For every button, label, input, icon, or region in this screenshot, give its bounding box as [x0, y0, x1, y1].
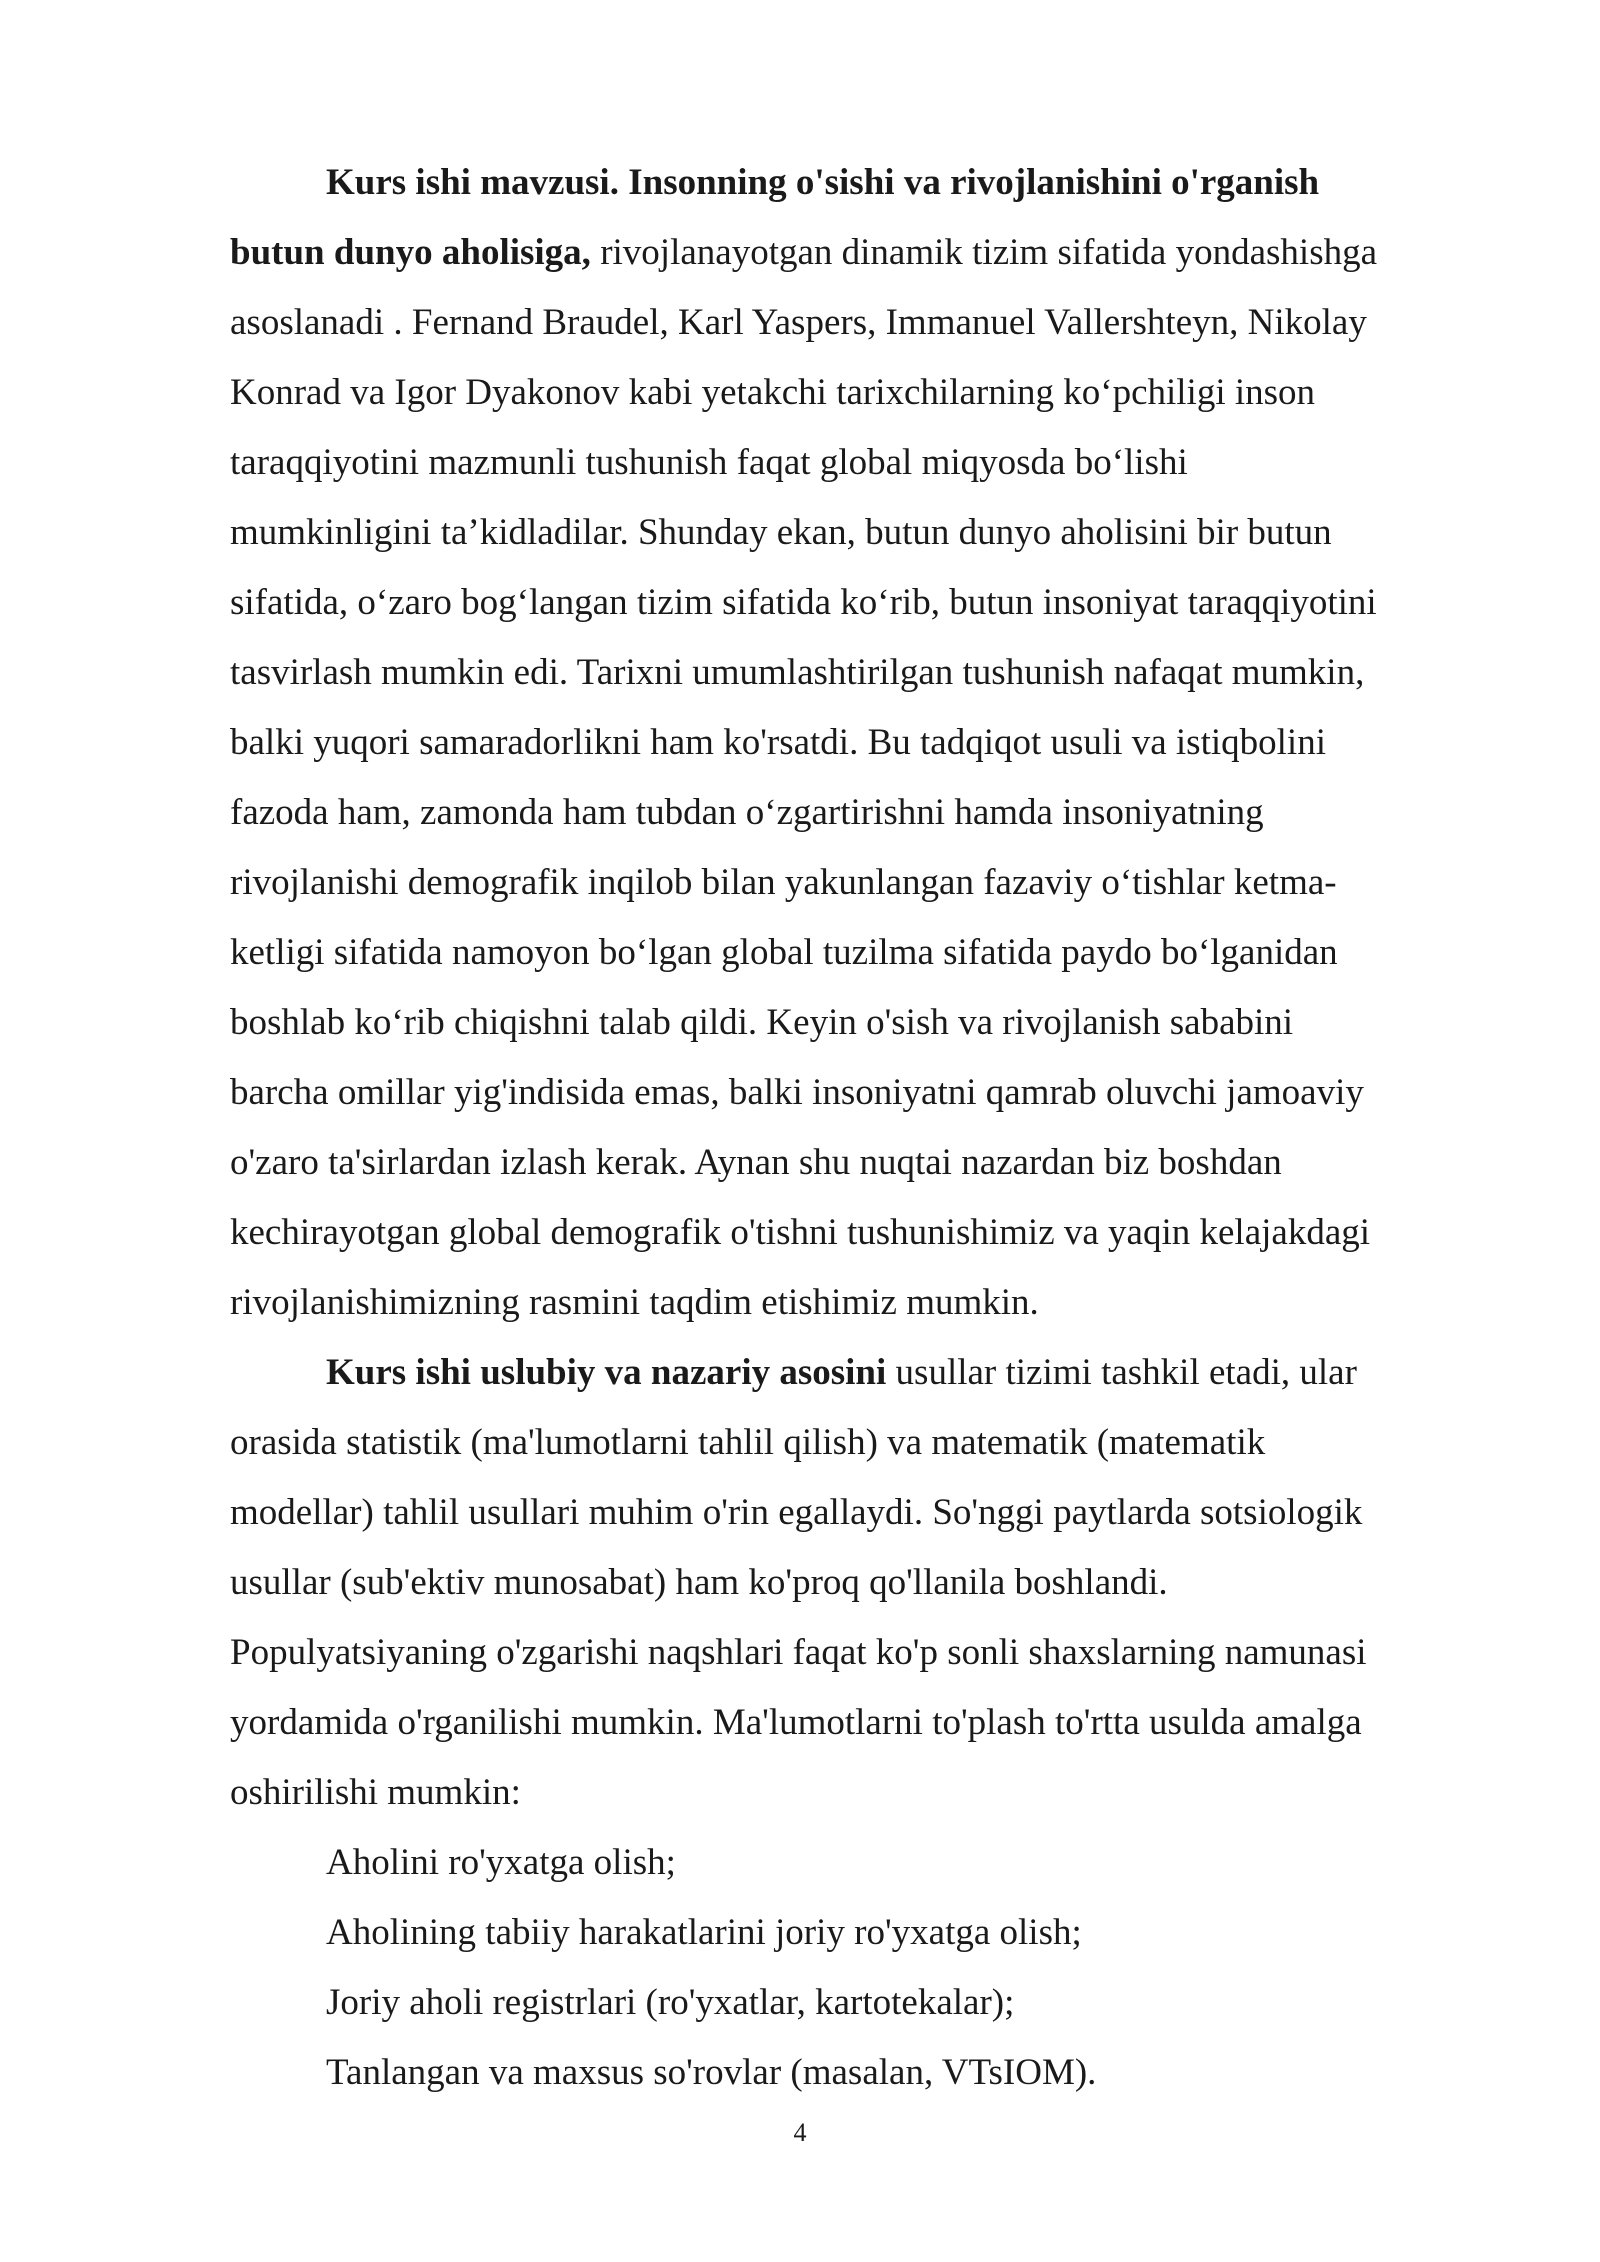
- paragraph-2-line: Populyatsiyaning o'zgarishi naqshlari faqat ko'p sonli shaxslarning namunasi: [230, 1632, 1367, 1673]
- paragraph-1-line: barcha omillar yig'indisida emas, balki insoniyatni qamrab oluvchi jamoaviy: [230, 1072, 1364, 1113]
- list-item: Joriy aholi registrlari (ro'yxatlar, kartotekalar);: [326, 1982, 1015, 2023]
- paragraph-1-line: fazoda ham, zamonda ham tubdan o‘zgartirishni hamda insoniyatning: [230, 792, 1264, 833]
- page-body: [230, 148, 1492, 2108]
- paragraph-1-line: ketligi sifatida namoyon bo‘lgan global tuzilma sifatida paydo bo‘lganidan: [230, 932, 1338, 973]
- paragraph-1-line: taraqqiyotini mazmunli tushunish faqat global miqyosda bo‘lishi: [230, 442, 1188, 483]
- paragraph-2-bold-text: Kurs ishi uslubiy va nazariy asosini: [326, 1352, 887, 1393]
- paragraph-2-line: modellar) tahlil usullari muhim o'rin egallaydi. So'nggi paytlarda sotsiologik: [230, 1492, 1363, 1533]
- paragraph-1-line: rivojlanishi demografik inqilob bilan yakunlangan fazaviy o‘tishlar ketma-: [230, 862, 1337, 903]
- paragraph-1-line: o'zaro ta'sirlardan izlash kerak. Aynan shu nuqtai nazardan biz boshdan: [230, 1142, 1282, 1183]
- paragraph-1-heading-line: Kurs ishi mavzusi. Insonning o'sishi va rivojlanishini o'rganish: [326, 162, 1320, 203]
- paragraph-2-first-line: [230, 1338, 1492, 1408]
- paragraph-1-line: sifatida, o‘zaro bog‘langan tizim sifatida ko‘rib, butun insoniyat taraqqiyotini: [230, 582, 1377, 623]
- paragraph-1-line: [230, 218, 1492, 288]
- paragraph-2-line: orasida statistik (ma'lumotlarni tahlil qilish) va matematik (matematik: [230, 1422, 1266, 1463]
- paragraph-1-line: asoslanadi . Fernand Braudel, Karl Yaspers, Immanuel Vallershteyn, Nikolay: [230, 302, 1367, 343]
- list-item: Tanlangan va maxsus so'rovlar (masalan, VTsIOM).: [326, 2052, 1097, 2093]
- list-item: Aholini ro'yxatga olish;: [326, 1842, 676, 1883]
- paragraph-1-line: kechirayotgan global demografik o'tishni tushunishimiz va yaqin kelajakdagi: [230, 1212, 1371, 1253]
- paragraph-1-line: mumkinligini ta’kidladilar. Shunday ekan, butun dunyo aholisini bir butun: [230, 512, 1332, 553]
- paragraph-1-text: rivojlanayotgan dinamik tizim sifatida yondashishga: [590, 232, 1378, 273]
- paragraph-1-line: tasvirlash mumkin edi. Tarixni umumlashtirilgan tushunish nafaqat mumkin,: [230, 652, 1365, 693]
- paragraph-2-line: yordamida o'rganilishi mumkin. Ma'lumotlarni to'plash to'rtta usulda amalga: [230, 1702, 1362, 1743]
- list-item: Aholining tabiiy harakatlarini joriy ro'yxatga olish;: [326, 1912, 1082, 1953]
- paragraph-1-line: balki yuqori samaradorlikni ham ko'rsatdi. Bu tadqiqot usuli va istiqbolini: [230, 722, 1326, 763]
- paragraph-1-line: boshlab ko‘rib chiqishni talab qildi. Keyin o'sish va rivojlanish sababini: [230, 1002, 1294, 1043]
- paragraph-1-line: rivojlanishimizning rasmini taqdim etishimiz mumkin.: [230, 1282, 1039, 1323]
- paragraph-2-line: oshirilishi mumkin:: [230, 1772, 521, 1813]
- paragraph-1-bold-text: butun dunyo aholisiga,: [230, 232, 591, 273]
- paragraph-2-line: usullar (sub'ektiv munosabat) ham ko'proq qo'llanila boshlandi.: [230, 1562, 1168, 1603]
- paragraph-2-text: usullar tizimi tashkil etadi, ular: [886, 1352, 1357, 1393]
- page-number: 4: [793, 2118, 807, 2147]
- paragraph-1-line: Konrad va Igor Dyakonov kabi yetakchi tarixchilarning ko‘pchiligi inson: [230, 372, 1316, 413]
